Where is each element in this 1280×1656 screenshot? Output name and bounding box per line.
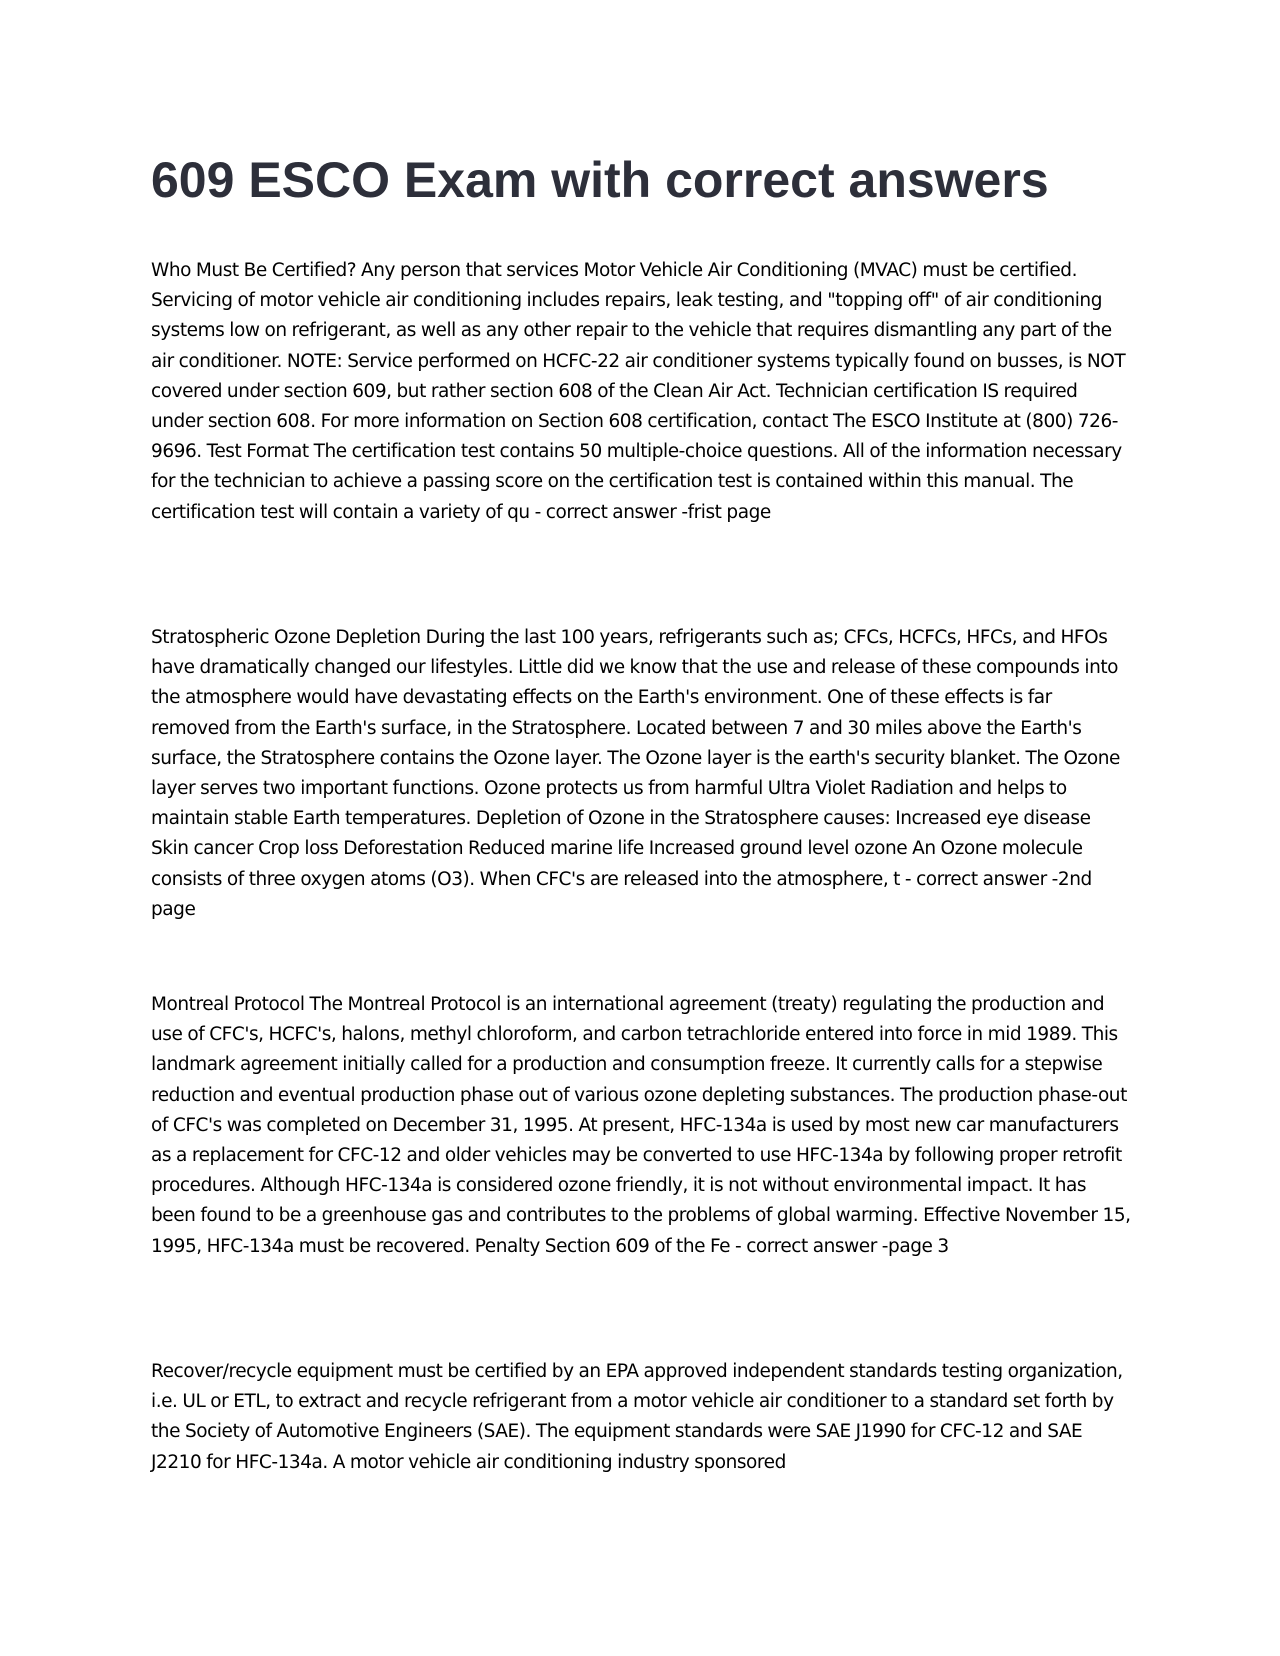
- paragraph-recover-recycle-equipment: Recover/recycle equipment must be certified by an EPA approved independent standards testing organization, i.e. UL or ETL, to extract and recycle refrigerant from a motor vehicle air conditioner to a standard set forth by the Society of Automotive Engineers (SAE). The equipment standards were SAE J1990 for CFC-12 and SAE J2210 for HFC-134a. A motor vehicle air conditioning industry sponsored: [151, 1361, 1123, 1473]
- paragraph-who-must-be-certified: Who Must Be Certified? Any person that services Motor Vehicle Air Conditioning (MVAC) must be certified. Servicing of motor vehicle air conditioning includes repairs, leak testing, and "topping off" of air conditioning systems low on refrigerant, as well as any other repair to the vehicle that requires dismantling any part of the air conditioner. NOTE: Service performed on HCFC-22 air conditioner systems typically found on busses, is NOT covered under section 609, but rather section 608 of the Clean Air Act. Technician certification IS required under section 608. For more information on Section 608 certification, contact The ESCO Institute at (800) 726-9696. Test Format The certification test contains 50 multiple-choice questions. All of the information necessary for the technician to achieve a passing score on the certification test is contained within this manual. The certification test will contain a variety of qu - correct answer -frist page: [151, 260, 1126, 523]
- paragraph-stratospheric-ozone-depletion: Stratospheric Ozone Depletion During the last 100 years, refrigerants such as; CFCs, HCFCs, HFCs, and HFOs have dramatically changed our lifestyles. Little did we know that the use and release of these compounds into the atmosphere would have devastating effects on the Earth's environment. One of these effects is far removed from the Earth's surface, in the Stratosphere. Located between 7 and 30 miles above the Earth's surface, the Stratosphere contains the Ozone layer. The Ozone layer is the earth's security blanket. The Ozone layer serves two important functions. Ozone protects us from harmful Ultra Violet Radiation and helps to maintain stable Earth temperatures. Depletion of Ozone in the Stratosphere causes: Increased eye disease Skin cancer Crop loss Deforestation Reduced marine life Increased ground level ozone An Ozone molecule consists of three oxygen atoms (O3). When CFC's are released into the atmosphere, t - correct answer -2nd page: [151, 627, 1120, 920]
- document-title: 609 ESCO Exam with correct answers: [151, 152, 1049, 208]
- paragraph-montreal-protocol: Montreal Protocol The Montreal Protocol is an international agreement (treaty) regulating the production and use of CFC's, HCFC's, halons, methyl chloroform, and carbon tetrachloride entered into force in mid 1989. This landmark agreement initially called for a production and consumption freeze. It currently calls for a stepwise reduction and eventual production phase out of various ozone depleting substances. The production phase-out of CFC's was completed on December 31, 1995. At present, HFC-134a is used by most new car manufacturers as a replacement for CFC-12 and older vehicles may be converted to use HFC-134a by following proper retrofit procedures. Although HFC-134a is considered ozone friendly, it is not without environmental impact. It has been found to be a greenhouse gas and contributes to the problems of global warming. Effective November 15, 1995, HFC-134a must be recovered. Penalty Section 609 of the Fe - correct answer -page 3: [151, 994, 1131, 1257]
